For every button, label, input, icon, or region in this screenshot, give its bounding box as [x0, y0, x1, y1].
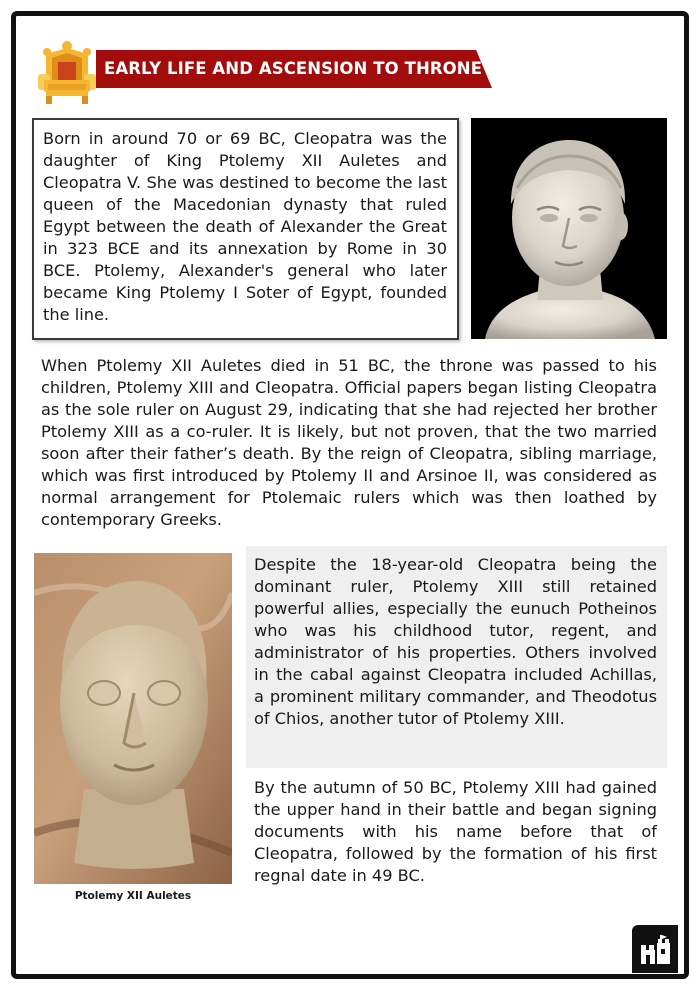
paragraph-ptolemy-death: When Ptolemy XII Auletes died in 51 BC, the throne was passed to his children, Ptolemy XIII and Cleopatra. Official papers began listing Cleopatra as the sole ruler on August 29, indicating that she had rejected her brother Ptolemy XIII as a co-ruler. It is likely, but not proven, that the two married soon after their father’s death. By the reign of Cleopatra, sibling marriage, which was first introduced by Ptolemy II and Arsinoe II, was considered as normal arrangement for Ptolemaic rulers which was then loathed by contemporary Greeks.: [41, 356, 657, 529]
paragraph-allies: Despite the 18-year-old Cleopatra being the dominant ruler, Ptolemy XIII still retained powerful allies, especially the eunuch Potheinos who was his childhood tutor, regent, and administrator of his properties. Others involved in the cabal against Cleopatra included Achillas, a prominent military commander, and Theodotus of Chios, another tutor of Ptolemy XIII.: [254, 555, 657, 728]
paragraph-upper-hand: By the autumn of 50 BC, Ptolemy XIII had gained the upper hand in their battle and began signing documents with his name before that of Cleopatra, followed by the formation of his first regnal date in 49 BC.: [254, 778, 657, 885]
marble-bust-photo: [471, 118, 667, 339]
image-caption: Ptolemy XII Auletes: [74, 890, 192, 902]
castle-icon: [632, 925, 678, 973]
throne-icon: [36, 40, 98, 106]
footer-badge: [632, 925, 678, 973]
section-title: EARLY LIFE AND ASCENSION TO THRONE: [104, 59, 483, 78]
intro-text-box: [32, 118, 459, 340]
highlight-box: [246, 546, 667, 768]
intro-paragraph: Born in around 70 or 69 BC, Cleopatra was the daughter of King Ptolemy XII Auletes and Cleopatra V. She was destined to become the last queen of the Macedonian dynasty that ruled Egypt between the death of Alexander the Great in 323 BCE and its annexation by Rome in 30 BCE. Ptolemy, Alexander's general who later became King Ptolemy I Soter of Egypt, founded the line.: [43, 129, 447, 324]
marble-head-photo: [34, 553, 232, 884]
